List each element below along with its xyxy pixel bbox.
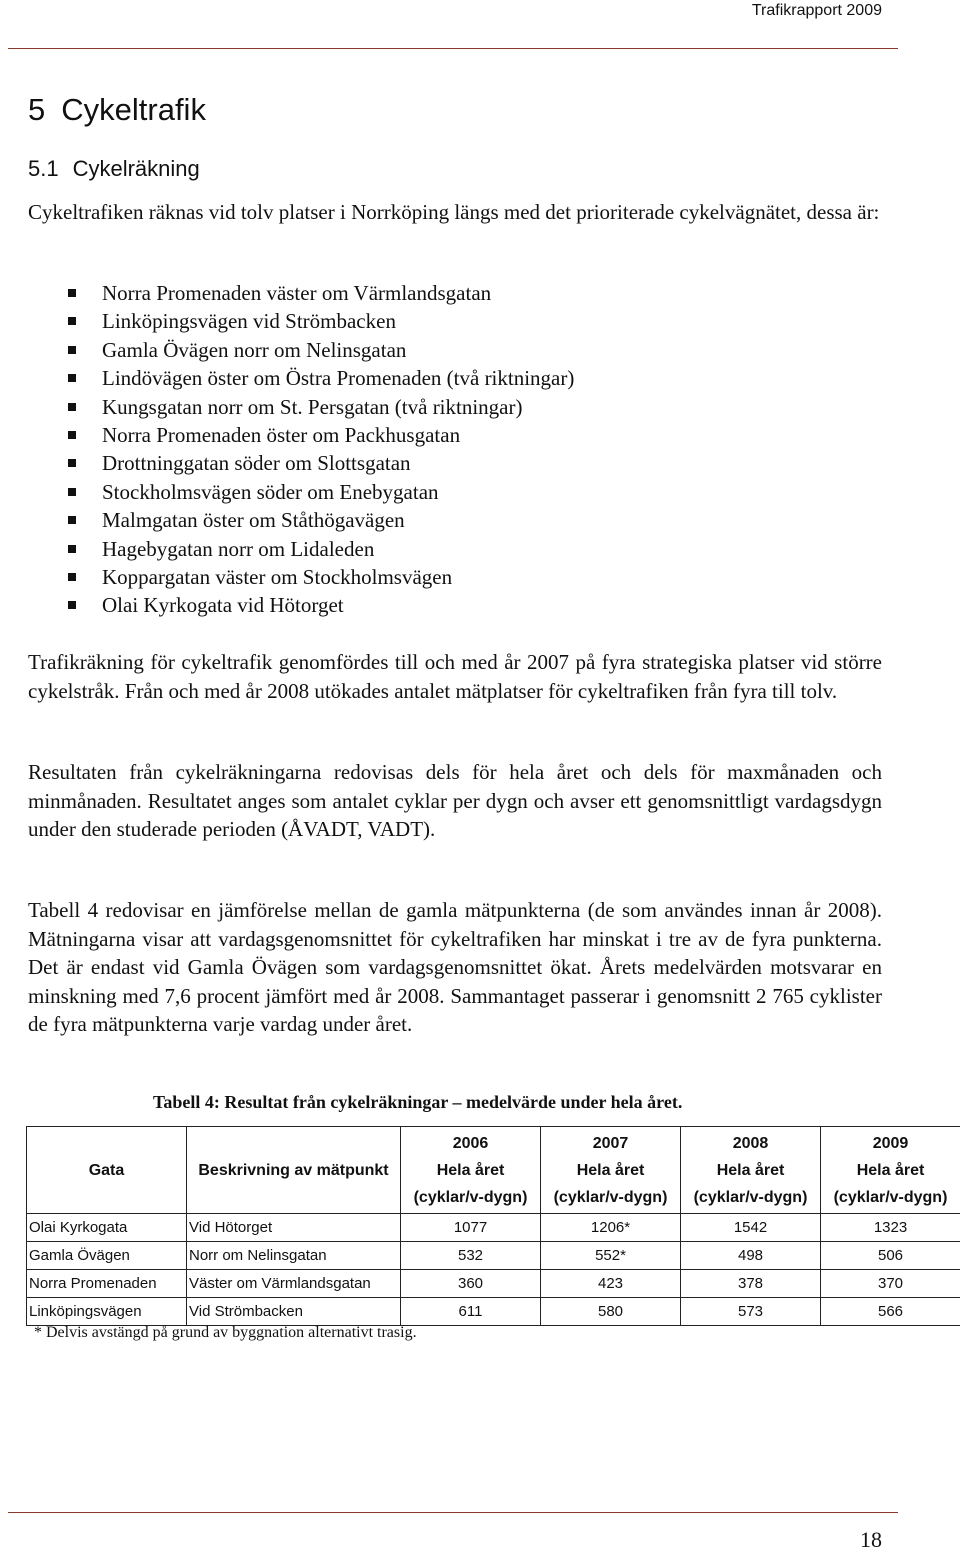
bullet-square-icon [68, 403, 76, 411]
list-item [66, 279, 574, 307]
chapter-title: Cykeltrafik [61, 92, 206, 127]
cell-value-2008: 573 [681, 1298, 821, 1326]
section-title: Cykelräkning [73, 156, 200, 181]
bullet-square-icon [68, 431, 76, 439]
cell-beskrivning: Vid Strömbacken [187, 1298, 401, 1326]
header-period: Hela året [823, 1157, 958, 1184]
list-item [66, 563, 574, 591]
body-paragraph: Trafikräkning för cykeltrafik genomfördes till och med år 2007 på fyra strategiska platser vid större cykelstråk. Från och med år 2008 utökades antalet mätplatser för cykeltrafiken från fyra till tolv. [28, 648, 882, 705]
list-item [66, 307, 574, 335]
chapter-number: 5 [28, 92, 45, 127]
cell-value-2008: 1542 [681, 1214, 821, 1242]
cell-value-2007: 580 [541, 1298, 681, 1326]
cell-value-2006: 611 [401, 1298, 541, 1326]
bullet-square-icon [68, 516, 76, 524]
list-item [66, 393, 574, 421]
list-item [66, 535, 574, 563]
cell-beskrivning: Väster om Värmlandsgatan [187, 1270, 401, 1298]
cell-value-2007: 1206* [541, 1214, 681, 1242]
column-header-2006 [401, 1127, 541, 1214]
bullet-square-icon [68, 545, 76, 553]
header-unit: (cyklar/v-dygn) [543, 1184, 678, 1211]
list-item-text: Koppargatan väster om Stockholmsvägen [102, 565, 452, 589]
header-year: 2006 [403, 1130, 538, 1157]
list-item [66, 364, 574, 392]
list-item [66, 478, 574, 506]
cell-value-2006: 360 [401, 1270, 541, 1298]
list-item-text: Norra Promenaden väster om Värmlandsgatan [102, 281, 491, 305]
column-header-2007 [541, 1127, 681, 1214]
cell-value-2009: 506 [821, 1242, 960, 1270]
cell-value-2009: 1323 [821, 1214, 960, 1242]
cell-value-2007: 423 [541, 1270, 681, 1298]
body-paragraph: Tabell 4 redovisar en jämförelse mellan de gamla mätpunkterna (de som användes innan år 2008). Mätningarna visar att vardagsgenomsnittet för cykeltrafiken har minskat i tre av de fyra punkterna. Det är endast vid Gamla Övägen som vardagsgenomsnittet ökat. Årets medelvärden motsvarar en minskning med 7,6 procent jämfört med år 2008. Sammantaget passerar i genomsnitt 2 765 cyklister de fyra mätpunkterna varje vardag under året. [28, 896, 882, 1039]
column-header-2009 [821, 1127, 960, 1214]
cell-value-2006: 532 [401, 1242, 541, 1270]
header-period: Hela året [403, 1157, 538, 1184]
list-item-text: Norra Promenaden öster om Packhusgatan [102, 423, 460, 447]
bullet-square-icon [68, 573, 76, 581]
list-item [66, 336, 574, 364]
bullet-square-icon [68, 374, 76, 382]
cell-value-2008: 378 [681, 1270, 821, 1298]
list-item-text: Kungsgatan norr om St. Persgatan (två riktningar) [102, 395, 523, 419]
header-unit: (cyklar/v-dygn) [403, 1184, 538, 1211]
cell-beskrivning: Norr om Nelinsgatan [187, 1242, 401, 1270]
cell-value-2008: 498 [681, 1242, 821, 1270]
intro-paragraph: Cykeltrafiken räknas vid tolv platser i Norrköping längs med det prioriterade cykelvägnätet, dessa är: [28, 198, 882, 227]
header-year: 2009 [823, 1130, 958, 1157]
cell-gata: Linköpingsvägen [27, 1298, 187, 1326]
column-header-2008 [681, 1127, 821, 1214]
table-row [27, 1214, 960, 1242]
bullet-square-icon [68, 317, 76, 325]
cell-gata: Gamla Övägen [27, 1242, 187, 1270]
cell-value-2006: 1077 [401, 1214, 541, 1242]
cell-gata: Norra Promenaden [27, 1270, 187, 1298]
list-item-text: Malmgatan öster om Ståthögavägen [102, 508, 405, 532]
list-item [66, 591, 574, 619]
chapter-heading [28, 92, 206, 128]
column-header-beskrivning: Beskrivning av mätpunkt [187, 1127, 401, 1214]
bullet-square-icon [68, 601, 76, 609]
list-item-text: Olai Kyrkogata vid Hötorget [102, 593, 344, 617]
table-caption: Tabell 4: Resultat från cykelräkningar – medelvärde under hela året. [153, 1092, 682, 1113]
footer-rule [8, 1512, 898, 1513]
list-item [66, 449, 574, 477]
list-item-text: Stockholmsvägen söder om Enebygatan [102, 480, 439, 504]
list-item-text: Hagebygatan norr om Lidaleden [102, 537, 374, 561]
header-period: Hela året [543, 1157, 678, 1184]
body-paragraph: Resultaten från cykelräkningarna redovisas dels för hela året och dels för maxmånaden och minmånaden. Resultatet anges som antalet cyklar per dygn och avser ett genomsnittligt vardagsdygn under den studerade perioden (ÅVADT, VADT). [28, 758, 882, 844]
header-unit: (cyklar/v-dygn) [683, 1184, 818, 1211]
header-unit: (cyklar/v-dygn) [823, 1184, 958, 1211]
list-item-text: Gamla Övägen norr om Nelinsgatan [102, 338, 406, 362]
header-year: 2007 [543, 1130, 678, 1157]
header-year: 2008 [683, 1130, 818, 1157]
page-number: 18 [860, 1527, 882, 1553]
list-item-text: Lindövägen öster om Östra Promenaden (två riktningar) [102, 366, 574, 390]
table-header-row [27, 1127, 960, 1214]
bullet-square-icon [68, 488, 76, 496]
column-header-gata: Gata [27, 1127, 187, 1214]
bullet-square-icon [68, 346, 76, 354]
cell-value-2009: 566 [821, 1298, 960, 1326]
list-item-text: Drottninggatan söder om Slottsgatan [102, 451, 411, 475]
table-row [27, 1298, 960, 1326]
bullet-square-icon [68, 459, 76, 467]
cell-value-2009: 370 [821, 1270, 960, 1298]
header-period: Hela året [683, 1157, 818, 1184]
section-number: 5.1 [28, 156, 59, 181]
results-table [26, 1126, 960, 1326]
table-row [27, 1270, 960, 1298]
cell-value-2007: 552* [541, 1242, 681, 1270]
list-item-text: Linköpingsvägen vid Strömbacken [102, 309, 396, 333]
cell-beskrivning: Vid Hötorget [187, 1214, 401, 1242]
bullet-square-icon [68, 289, 76, 297]
header-rule [8, 48, 898, 49]
cell-gata: Olai Kyrkogata [27, 1214, 187, 1242]
list-item [66, 421, 574, 449]
running-header: Trafikrapport 2009 [752, 2, 882, 20]
location-list [66, 279, 574, 620]
list-item [66, 506, 574, 534]
section-heading [28, 156, 200, 182]
table-footnote: * Delvis avstängd på grund av byggnation alternativt trasig. [34, 1324, 417, 1342]
table-row [27, 1242, 960, 1270]
